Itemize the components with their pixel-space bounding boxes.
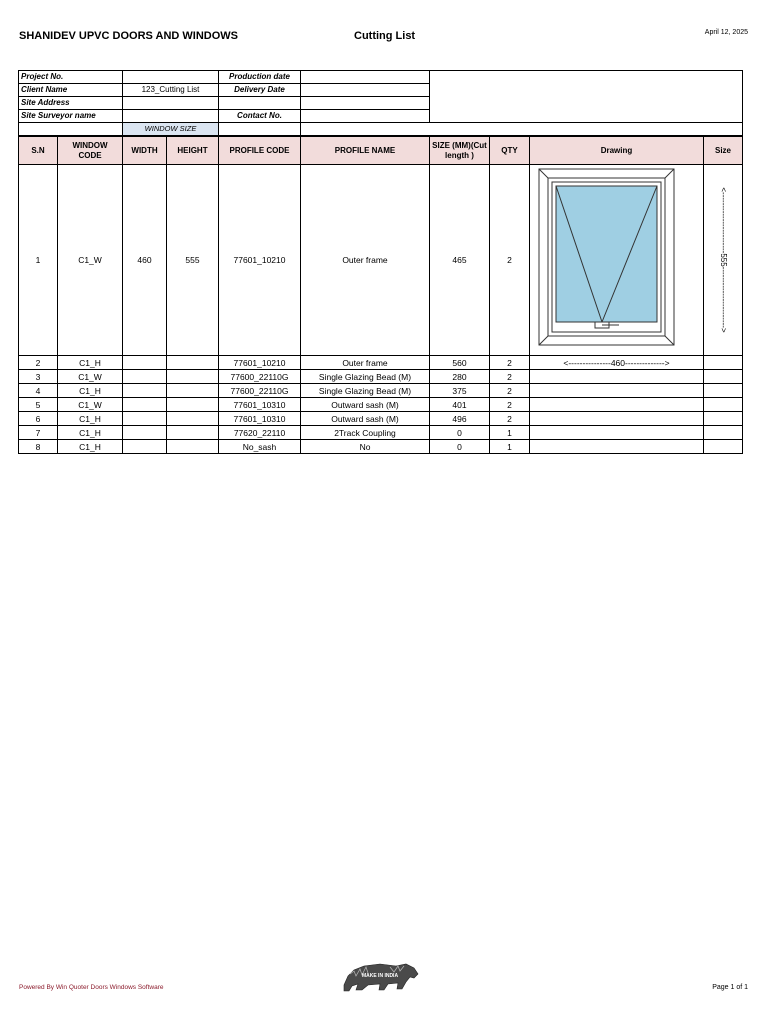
cell-size: 280 bbox=[430, 370, 490, 384]
cell-qty: 1 bbox=[490, 426, 530, 440]
cell-profile-name: 2Track Coupling bbox=[301, 426, 430, 440]
table-row bbox=[19, 440, 743, 454]
cell-height bbox=[167, 426, 219, 440]
cell-sn: 8 bbox=[19, 440, 58, 454]
site-address-label: Site Address bbox=[19, 97, 123, 110]
blank-cell bbox=[530, 440, 704, 454]
blank-cell bbox=[301, 97, 430, 110]
make-in-india-lion-logo bbox=[340, 958, 422, 994]
cell-profile-name: Single Glazing Bead (M) bbox=[301, 370, 430, 384]
delivery-date-label: Delivery Date bbox=[219, 84, 301, 97]
cell-qty: 2 bbox=[490, 384, 530, 398]
cell-profile-name: Outward sash (M) bbox=[301, 412, 430, 426]
header-window-code: WINDOW CODE bbox=[58, 137, 123, 165]
client-name-label: Client Name bbox=[19, 84, 123, 97]
contact-no-label: Contact No. bbox=[219, 110, 301, 123]
table-row bbox=[19, 412, 743, 426]
logo-text: MAKE IN INDIA bbox=[361, 973, 399, 979]
table-row bbox=[19, 384, 743, 398]
production-date-label: Production date bbox=[219, 71, 301, 84]
cell-window-code: C1_W bbox=[58, 165, 123, 356]
project-no-value bbox=[123, 71, 219, 84]
cell-height bbox=[167, 398, 219, 412]
cell-profile-code: 77600_22110G bbox=[219, 384, 301, 398]
site-surveyor-label: Site Surveyor name bbox=[19, 110, 123, 123]
cell-sn: 7 bbox=[19, 426, 58, 440]
table-row bbox=[19, 165, 743, 356]
cell-window-code: C1_H bbox=[58, 412, 123, 426]
cell-size: 0 bbox=[430, 440, 490, 454]
client-name-value: 123_Cutting List bbox=[123, 84, 219, 97]
cell-height bbox=[167, 356, 219, 370]
project-info-table bbox=[18, 70, 743, 136]
info-blank-block bbox=[430, 71, 743, 123]
document-date: April 12, 2025 bbox=[704, 29, 748, 36]
cell-size: 560 bbox=[430, 356, 490, 370]
table-row bbox=[19, 370, 743, 384]
cell-profile-code: 77601_10310 bbox=[219, 398, 301, 412]
width-dimension: <---------------460--------------> bbox=[530, 356, 704, 370]
window-size-row bbox=[123, 123, 301, 136]
cell-profile-code: 77601_10210 bbox=[219, 356, 301, 370]
cell-qty: 2 bbox=[490, 370, 530, 384]
cell-width bbox=[123, 356, 167, 370]
header-profile-name: PROFILE NAME bbox=[301, 137, 430, 165]
cell-qty: 2 bbox=[490, 356, 530, 370]
cell-profile-code: 77600_22110G bbox=[219, 370, 301, 384]
header-size-cut-length: SIZE (MM)(Cut length ) bbox=[430, 137, 490, 165]
cell-profile-name: Outer frame bbox=[301, 356, 430, 370]
header-size: Size bbox=[704, 137, 743, 165]
cell-sn: 3 bbox=[19, 370, 58, 384]
cell-qty: 2 bbox=[490, 165, 530, 356]
window-size-label: WINDOW SIZE bbox=[123, 123, 219, 135]
blank-cell bbox=[704, 370, 743, 384]
cell-profile-name: No bbox=[301, 440, 430, 454]
cell-sn: 2 bbox=[19, 356, 58, 370]
cell-width bbox=[123, 426, 167, 440]
blank-cell bbox=[530, 412, 704, 426]
production-date-value bbox=[301, 71, 430, 84]
cell-size: 375 bbox=[430, 384, 490, 398]
site-address-value bbox=[123, 97, 219, 110]
cell-sn: 4 bbox=[19, 384, 58, 398]
cell-window-code: C1_H bbox=[58, 440, 123, 454]
blank-cell bbox=[530, 370, 704, 384]
cell-profile-code: No_sash bbox=[219, 440, 301, 454]
company-name: SHANIDEV UPVC DOORS AND WINDOWS bbox=[19, 30, 238, 42]
cell-profile-code: 77620_22110 bbox=[219, 426, 301, 440]
cell-profile-name: Outward sash (M) bbox=[301, 398, 430, 412]
cell-height: 555 bbox=[167, 165, 219, 356]
header-sn: S.N bbox=[19, 137, 58, 165]
header-profile-code: PROFILE CODE bbox=[219, 137, 301, 165]
cell-sn: 1 bbox=[19, 165, 58, 356]
site-surveyor-value bbox=[123, 110, 219, 123]
cell-profile-code: 77601_10310 bbox=[219, 412, 301, 426]
cell-width bbox=[123, 370, 167, 384]
cell-window-code: C1_W bbox=[58, 398, 123, 412]
cell-height bbox=[167, 440, 219, 454]
powered-by-text: Powered By Win Quoter Doors Windows Software bbox=[19, 984, 164, 991]
height-dimension-cell bbox=[704, 165, 743, 356]
cell-height bbox=[167, 384, 219, 398]
height-dimension: <-----------------------555-----------------------> bbox=[719, 187, 728, 333]
cell-height bbox=[167, 370, 219, 384]
cell-sn: 6 bbox=[19, 412, 58, 426]
cell-qty: 2 bbox=[490, 398, 530, 412]
cell-size: 496 bbox=[430, 412, 490, 426]
cell-size: 401 bbox=[430, 398, 490, 412]
window-drawing bbox=[530, 165, 704, 352]
blank-cell bbox=[19, 123, 123, 136]
cutting-list-table bbox=[18, 136, 743, 454]
glass-pane bbox=[556, 186, 657, 322]
cell-width bbox=[123, 384, 167, 398]
blank-cell bbox=[704, 398, 743, 412]
cell-profile-name: Single Glazing Bead (M) bbox=[301, 384, 430, 398]
document-title: Cutting List bbox=[354, 30, 416, 42]
blank-cell bbox=[530, 426, 704, 440]
header-drawing: Drawing bbox=[530, 137, 704, 165]
contact-no-value bbox=[301, 110, 430, 123]
blank-cell bbox=[704, 384, 743, 398]
table-row bbox=[19, 426, 743, 440]
cell-profile-name: Outer frame bbox=[301, 165, 430, 356]
cell-window-code: C1_H bbox=[58, 384, 123, 398]
delivery-date-value bbox=[301, 84, 430, 97]
cell-window-code: C1_W bbox=[58, 370, 123, 384]
blank-cell bbox=[301, 123, 743, 136]
project-no-label: Project No. bbox=[19, 71, 123, 84]
header-qty: QTY bbox=[490, 137, 530, 165]
window-drawing-cell bbox=[530, 165, 704, 356]
cell-profile-code: 77601_10210 bbox=[219, 165, 301, 356]
cell-sn: 5 bbox=[19, 398, 58, 412]
cell-window-code: C1_H bbox=[58, 356, 123, 370]
cell-width bbox=[123, 398, 167, 412]
cell-height bbox=[167, 412, 219, 426]
blank-cell bbox=[530, 384, 704, 398]
cell-qty: 2 bbox=[490, 412, 530, 426]
cell-qty: 1 bbox=[490, 440, 530, 454]
blank-cell bbox=[704, 440, 743, 454]
cell-window-code: C1_H bbox=[58, 426, 123, 440]
blank-cell bbox=[704, 412, 743, 426]
blank-cell bbox=[704, 426, 743, 440]
table-row bbox=[19, 398, 743, 412]
header-width: WIDTH bbox=[123, 137, 167, 165]
cell-size: 465 bbox=[430, 165, 490, 356]
blank-cell bbox=[530, 398, 704, 412]
cell-width bbox=[123, 440, 167, 454]
table-row bbox=[19, 356, 743, 370]
page-number: Page 1 of 1 bbox=[712, 984, 748, 991]
header-height: HEIGHT bbox=[167, 137, 219, 165]
cell-size: 0 bbox=[430, 426, 490, 440]
blank-cell bbox=[219, 97, 301, 110]
cell-width bbox=[123, 412, 167, 426]
cell-width: 460 bbox=[123, 165, 167, 356]
blank-cell bbox=[704, 356, 743, 370]
